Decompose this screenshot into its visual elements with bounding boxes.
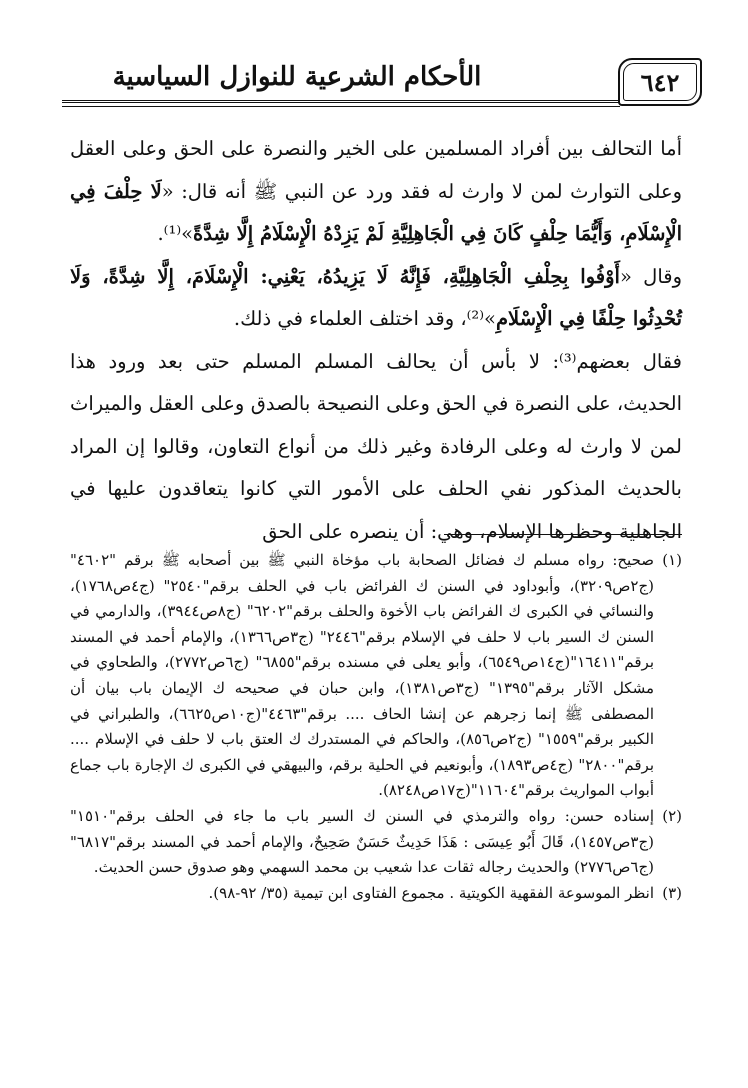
paragraph-3: فقال بعضهم⁽³⁾: لا بأس أن يحالف المسلم المسلم حتى بعد ورود هذا الحديث، على النصرة في الحق وعلى النصيحة بالصدق وعلى العقل والميراث لمن لا وارث له وعلى الرفادة وغير ذلك من أنواع التعاون، وقالوا إن المراد بالحديث المذكور نفي الحلف على الأمور التي كانوا يتعاقدون عليها في الجاهلية وحظرها الإسلام، وهي: أن ينصره على الحق bbox=[70, 349, 682, 543]
footnote bbox=[70, 804, 682, 881]
footnote-divider bbox=[444, 534, 682, 535]
paragraph-2-end: »⁽²⁾، وقد اختلف العلماء في ذلك. bbox=[233, 307, 496, 330]
book-title: الأحكام الشرعية للنوازل السياسية bbox=[112, 62, 482, 92]
footnote bbox=[70, 881, 682, 907]
paragraph-2-intro: وقال « bbox=[619, 264, 682, 288]
footnotes bbox=[70, 548, 682, 906]
header-rule bbox=[62, 100, 620, 107]
page-header bbox=[62, 52, 702, 112]
footnote-number: (٣) bbox=[662, 883, 682, 902]
page-number: ٦٤٢ bbox=[618, 58, 702, 106]
footnote-text: إسناده حسن: رواه والترمذي في السنن ك السير باب ما جاء في الحلف برقم"١٥١٠" (ج٣ص١٤٥٧)، قَالَ أَبُو عِيسَى : هَذَا حَدِيثٌ حَسَنٌ صَحِيحٌ، والإمام أحمد في المسند برقم"٦٨١٧" (ج٦ص٢٧٧٦) والحديث رجاله ثقات عدا شعيب بن محمد السهمي وهو صدوق حسن الحديث. bbox=[70, 806, 654, 877]
hadith-quote-1: لَا حِلْفَ فِي الْإِسْلَامِ، وَأَيُّمَا حِلْفٍ كَانَ فِي الْجَاهِلِيَّةِ لَمْ يَزِدْهُ الْإِسْلَامُ إِلَّا شِدَّةً bbox=[70, 179, 682, 245]
footnote-number: (٢) bbox=[662, 806, 682, 825]
footnote-text: صحيح: رواه مسلم ك فضائل الصحابة باب مؤخاة النبي ﷺ بين أصحابه ﷺ برقم "٤٦٠٢" (ج٢ص٣٢٠٩)، وأبوداود في السنن ك الفرائض باب في الحلف برقم"٢٥٤٠" (ج٤ص١٧٦٨)، والنسائي في الكبرى ك الفرائض باب الأخوة والحلف برقم"٦٢٠٢" (ج٨ص٣٩٤٤)، والدارمي في السنن ك السير باب لا حلف في الإسلام برقم"٢٤٤٦" (ج٣ص١٣٦٦)، والإمام أحمد في المسند برقم"١٦٤١١"(ج١٤ص٦٥٤٩)، وأبو يعلى في مسنده برقم"٦٨٥٥" (ج٦ص٢٧٧٢)، والطحاوي في مشكل الآثار برقم"١٣٩٥" (ج٣ص١٣٨١)، وابن حبان في صحيحه ك الإيمان باب بيان أن المصطفى ﷺ إنما زجرهم عن إنشا الحاف .... برقم"٤٤٦٣"(ج١٠ص٦٦٢٥)، والطبراني في الكبير برقم"١٥٥٩" (ج٢ص٨٥٦)، والحاكم في المستدرك ك العتق باب لا حلف في الإسلام .... برقم"٢٨٠٠" (ج٤ص١٨٩٣)، وأبونعيم في الحلية برقم، والبيهقي في الكبرى ك الإجارة باب جماع أبواب المواريث برقم"١١٦٠٤"(ج١٧ص٨٢٤٨). bbox=[70, 551, 655, 800]
footnote-text: انظر الموسوعة الفقهية الكويتية . مجموع الفتاوى ابن تيمية (٣٥/ ٩٢-٩٨). bbox=[208, 883, 654, 902]
hadith-quote-2: أَوْفُوا بِحِلْفِ الْجَاهِلِيَّةِ، فَإِنَّهُ لَا يَزِيدُهُ، يَعْنِي: الْإِسْلَامَ، إِلَّا شِدَّةً، وَلَا تُحْدِثُوا حِلْفًا فِي الْإِسْلَامِ bbox=[70, 264, 682, 330]
footnote bbox=[70, 548, 682, 804]
paragraph-1-intro: أما التحالف بين أفراد المسلمين على الخير والنصرة على الحق وعلى العقل وعلى التوارث لمن لا وارث له فقد ورد عن النبي ﷺ أنه قال: « bbox=[70, 137, 683, 203]
paragraph-2 bbox=[70, 256, 682, 341]
footnote-number: (١) bbox=[662, 551, 682, 569]
paragraph-1-end: »⁽¹⁾. bbox=[157, 222, 194, 245]
main-text bbox=[70, 128, 682, 553]
paragraph-1 bbox=[70, 128, 682, 256]
